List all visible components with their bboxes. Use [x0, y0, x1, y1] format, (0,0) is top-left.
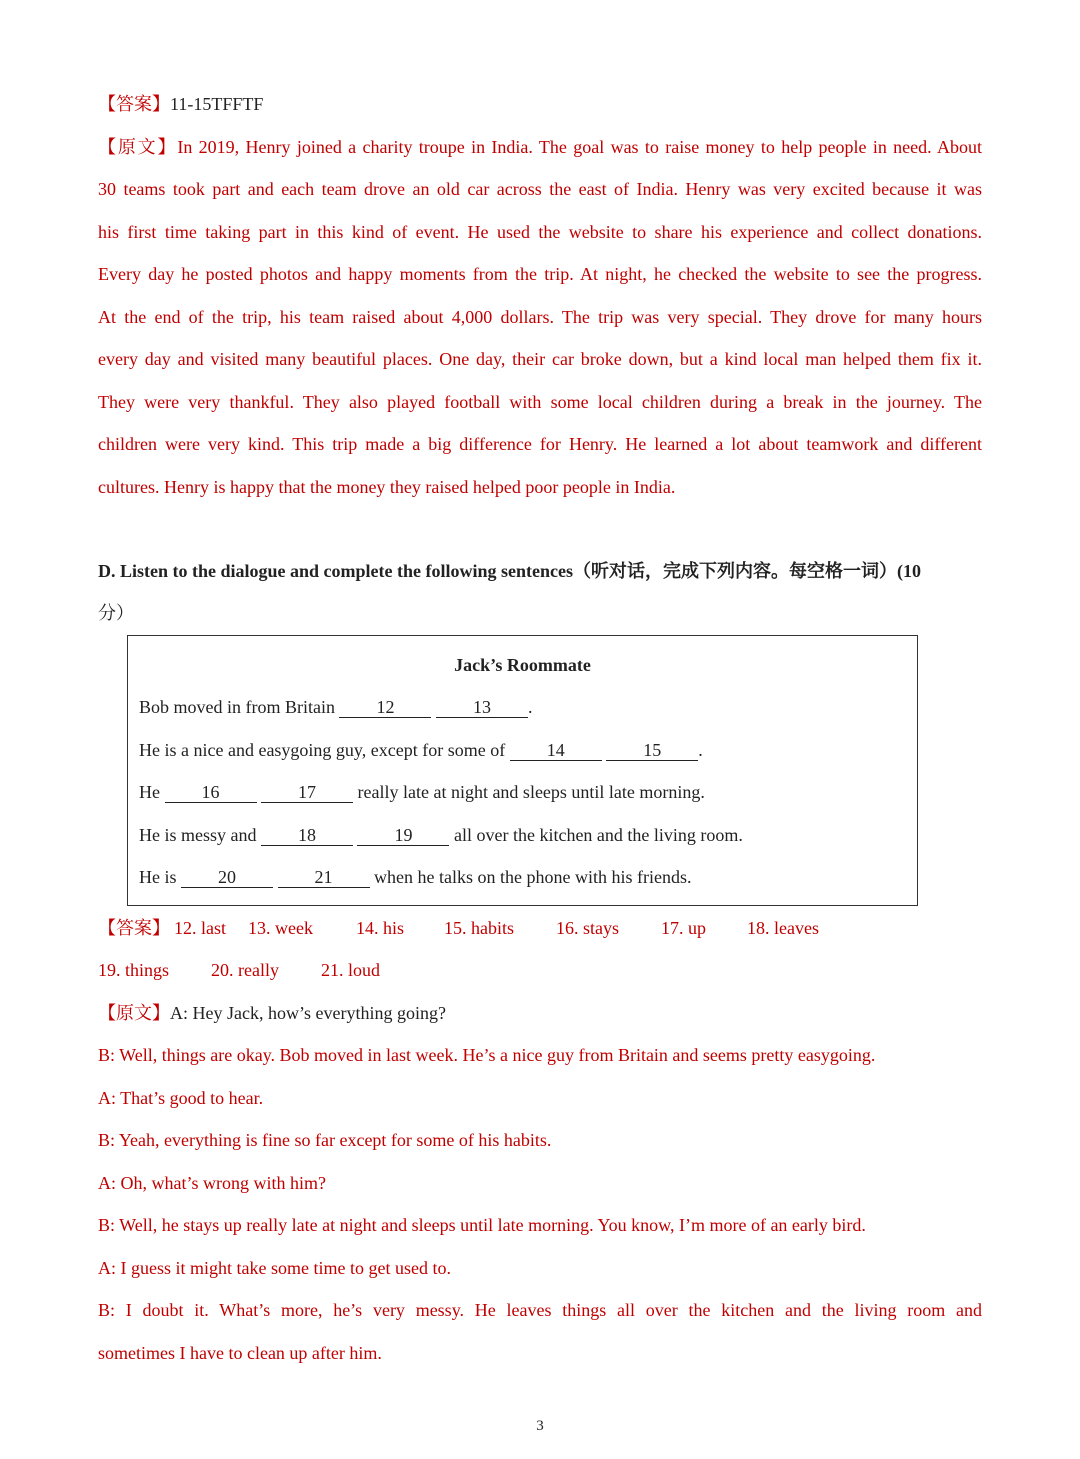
answer-item: 12. last	[174, 918, 226, 938]
blank-12[interactable]: 12	[339, 698, 431, 718]
box-title: Jack’s Roommate	[454, 655, 591, 675]
box-row-3	[139, 780, 705, 804]
blank-17[interactable]: 17	[261, 783, 353, 803]
row-text: He is a nice and easygoing guy, except for some of	[139, 740, 510, 760]
passage-line-4: Every day he posted photos and happy moments from the trip. At night, he checked the website to see the progress.	[98, 264, 982, 284]
blank-13[interactable]: 13	[436, 698, 528, 718]
answer-item: 17. up	[661, 918, 706, 938]
row-text: .	[698, 740, 703, 760]
section-d-heading-cont: 分）	[98, 603, 134, 623]
passage-line-1	[98, 135, 982, 159]
passage-line-3: his first time taking part in this kind of event. He used the website to share his experience and collect donations.	[98, 222, 982, 242]
answer-item: 21. loud	[321, 960, 381, 980]
answers-label: 【答案】	[98, 918, 170, 938]
roommate-box	[127, 635, 918, 906]
dialogue-line-1	[98, 1001, 982, 1025]
blank-19[interactable]: 19	[357, 826, 449, 846]
dialogue-line-4: B: Yeah, everything is fine so far except for some of his habits.	[98, 1130, 552, 1150]
dialogue-line-5: A: Oh, what’s wrong with him?	[98, 1173, 326, 1193]
row-text: He is messy and	[139, 825, 261, 845]
answer-item: 18. leaves	[747, 918, 819, 938]
blank-15[interactable]: 15	[606, 741, 698, 761]
dialogue-label: 【原文】	[98, 1003, 170, 1023]
answer-11-15	[98, 92, 982, 116]
row-text: Bob moved in from Britain	[139, 697, 340, 717]
answer-item: 13. week	[248, 918, 313, 938]
page-number: 3	[536, 1418, 544, 1434]
passage-line-9: cultures. Henry is happy that the money they raised helped poor people in India.	[98, 477, 676, 497]
row-text: when he talks on the phone with his friends.	[369, 867, 692, 887]
answer-item: 15. habits	[444, 918, 514, 938]
box-row-4	[139, 823, 743, 847]
dialogue-line-6: B: Well, he stays up really late at night and sleeps until late morning. You know, I’m more of an early bird.	[98, 1215, 866, 1235]
box-row-5	[139, 865, 691, 889]
dialogue-line-9: sometimes I have to clean up after him.	[98, 1343, 382, 1363]
passage-line-5: At the end of the trip, his team raised about 4,000 dollars. The trip was very special. They drove for many hours	[98, 307, 982, 327]
passage-label: 【原文】	[98, 137, 178, 157]
dialogue-line-2: B: Well, things are okay. Bob moved in last week. He’s a nice guy from Britain and seems pretty easygoing.	[98, 1045, 876, 1065]
box-row-2	[139, 738, 703, 762]
row-text: He	[139, 782, 165, 802]
passage-line-7: They were very thankful. They also played football with some local children during a break in the journey. The	[98, 392, 982, 412]
row-text: all over the kitchen and the living room.	[449, 825, 743, 845]
dialogue-line-7: A: I guess it might take some time to get used to.	[98, 1258, 451, 1278]
row-text: really late at night and sleeps until late morning.	[353, 782, 705, 802]
row-text: .	[527, 697, 533, 717]
answer-item: 20. really	[211, 960, 279, 980]
answer-item: 14. his	[356, 918, 405, 938]
blank-14[interactable]: 14	[510, 741, 602, 761]
passage-line-6: every day and visited many beautiful places. One day, their car broke down, but a kind local man helped them fix it.	[98, 349, 982, 369]
blank-21[interactable]: 21	[278, 868, 370, 888]
passage-line-8: children were very kind. This trip made a big difference for Henry. He learned a lot about teamwork and different	[98, 434, 982, 454]
dialogue-line-3: A: That’s good to hear.	[98, 1088, 264, 1108]
answer-item: 16. stays	[556, 918, 619, 938]
passage-text: In 2019, Henry joined a charity troupe in India. The goal was to raise money to help people in need. About	[177, 137, 982, 157]
answer-item: 19. things	[98, 960, 170, 980]
answer-label: 【答案】	[98, 94, 170, 114]
box-row-1	[139, 695, 532, 719]
passage-line-2: 30 teams took part and each team drove an old car across the east of India. Henry was very excited because it was	[98, 179, 982, 199]
dialogue-text: A: Hey Jack, how’s everything going?	[170, 1003, 446, 1023]
row-text: He is	[139, 867, 181, 887]
blank-20[interactable]: 20	[181, 868, 273, 888]
dialogue-line-8: B: I doubt it. What’s more, he’s very messy. He leaves things all over the kitchen and the living room and	[98, 1300, 982, 1320]
section-d-heading: D. Listen to the dialogue and complete the following sentences（听对话，完成下列内容。每空格一词）(10	[98, 561, 921, 581]
answer-text: 11-15TFFTF	[170, 94, 264, 114]
blank-16[interactable]: 16	[165, 783, 257, 803]
blank-18[interactable]: 18	[261, 826, 353, 846]
